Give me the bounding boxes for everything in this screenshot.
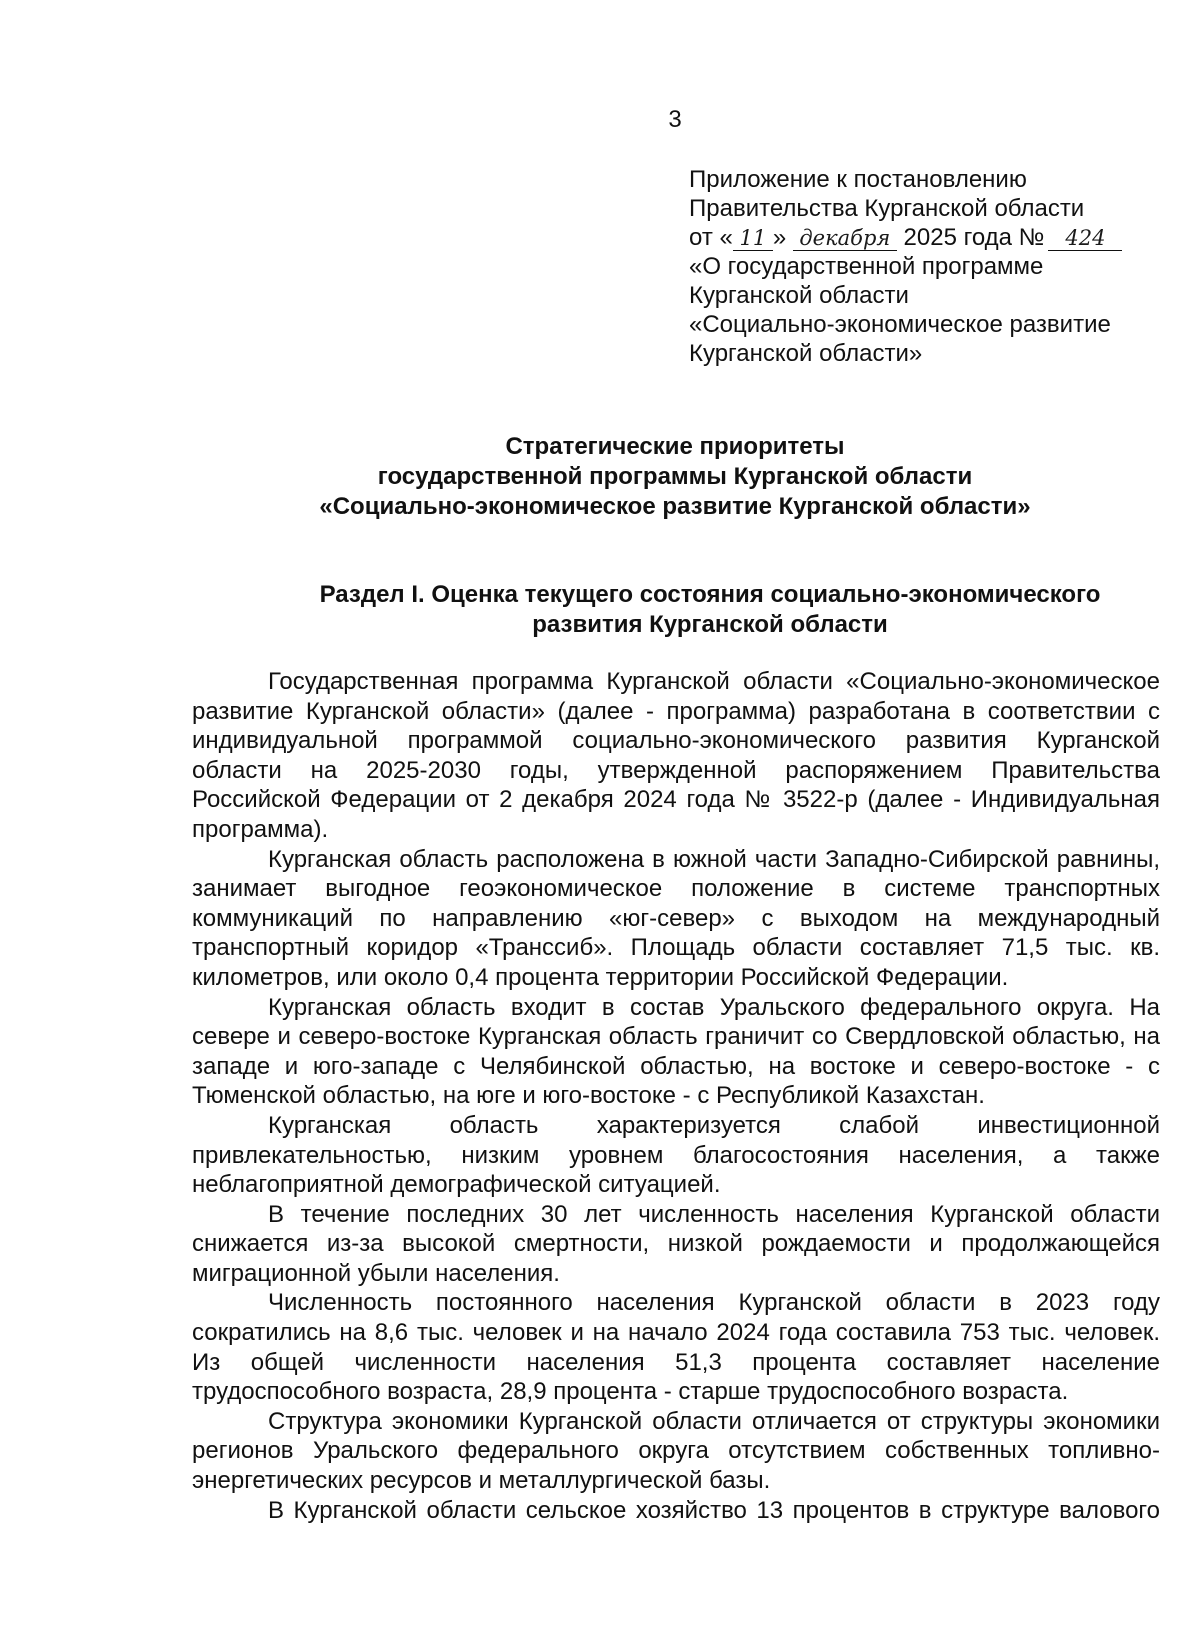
- appendix-date-line: [689, 223, 1179, 252]
- paragraph: В Курганской области сельское хозяйство 13 процентов в структуре валового: [268, 1496, 1160, 1524]
- section-line-2: развития Курганской области: [532, 611, 888, 638]
- title-line-3: «Социально-экономическое развитие Курганской области»: [319, 493, 1031, 520]
- year-text: 2025 года №: [903, 224, 1045, 251]
- paragraph: Курганская область характеризуется слабой инвестиционной привлекательностью, низким уровнем благосостояния населения, а также неблагоприятной демографической ситуацией.: [192, 1111, 1160, 1199]
- section-heading: [300, 580, 1120, 640]
- date-prefix: от «: [689, 224, 733, 251]
- paragraph: Курганская область входит в состав Уральского федерального округа. На севере и северо-востоке Курганская область граничит со Свердловской областью, на западе и юго-западе с Челябинской областью, на востоке и северо-востоке - с Тюменской областью, на юге и юго-востоке - с Республикой Казахстан.: [192, 993, 1160, 1110]
- appendix-line-1: Приложение к постановлению: [689, 166, 1027, 193]
- handwritten-number: 424: [1048, 226, 1122, 251]
- appendix-line-7: Курганской области»: [689, 340, 923, 367]
- appendix-line-5: Курганской области: [689, 282, 909, 309]
- section-line-1: Раздел I. Оценка текущего состояния социально-экономического: [319, 581, 1101, 608]
- appendix-line-2: Правительства Курганской области: [689, 195, 1085, 222]
- handwritten-month: декабря: [793, 226, 897, 251]
- appendix-block: [689, 165, 1179, 368]
- title-line-2: государственной программы Курганской области: [377, 463, 973, 490]
- title-line-1: Стратегические приоритеты: [505, 433, 845, 460]
- date-quote-close: »: [772, 224, 787, 251]
- paragraph: В течение последних 30 лет численность населения Курганской области снижается из-за высокой смертности, низкой рождаемости и продолжающейся миграционной убыли населения.: [192, 1200, 1160, 1287]
- appendix-line-4: «О государственной программе: [689, 253, 1044, 280]
- paragraph: Структура экономики Курганской области отличается от структуры экономики регионов Уральского федерального округа отсутствием собственных топливно-энергетических ресурсов и металлургической базы.: [192, 1407, 1160, 1495]
- paragraph: Численность постоянного населения Курганской области в 2023 году сократились на 8,6 тыс. человек и на начало 2024 года составила 753 тыс. человек. Из общей численности населения 51,3 процента составляет население трудоспособного возраста, 28,9 процента - старше трудоспособного возраста.: [192, 1289, 1160, 1406]
- body-text: [192, 667, 1160, 1525]
- handwritten-day: 11: [733, 226, 773, 251]
- document-title: [200, 432, 1150, 522]
- appendix-line-6: «Социально-экономическое развитие: [689, 311, 1111, 338]
- page-number: 3: [668, 106, 682, 133]
- paragraph: Государственная программа Курганской области «Социально-экономическое развитие Курганской области» (далее - программа) разработана в соответствии с индивидуальной программой социально-экономического развития Курганской области на 2025-2030 годы, утвержденной распоряжением Правительства Российской Федерации от 2 декабря 2024 года № 3522-р (далее - Индивидуальная программа).: [192, 668, 1160, 843]
- paragraph: Курганская область расположена в южной части Западно-Сибирской равнины, занимает выгодное геоэкономическое положение в системе транспортных коммуникаций по направлению «юг-север» с выходом на международный транспортный коридор «Транссиб». Площадь области составляет 71,5 тыс. кв. километров, или около 0,4 процента территории Российской Федерации.: [192, 845, 1160, 991]
